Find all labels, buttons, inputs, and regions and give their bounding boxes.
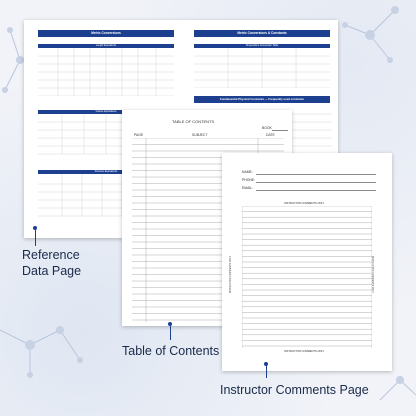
comments-footer: INSTRUCTOR COMMENTS ONLY <box>284 350 325 353</box>
physical-constants-header: Fundamental Physical Constants — Frequently used constants <box>194 96 330 103</box>
toc-date-header: DATE <box>266 133 275 137</box>
temperature-table-title: Temperature Conversion Table <box>194 44 330 48</box>
toc-book-label: BOOK <box>262 126 272 130</box>
toc-pointer-line <box>170 326 171 340</box>
phone-label: PHONE: <box>242 178 255 182</box>
instructor-caption: Instructor Comments Page <box>220 383 369 397</box>
metric-conversions-header: Metric Conversions <box>38 30 174 37</box>
volume-table-title: Volume Equivalents <box>38 110 174 114</box>
reference-caption-line1: Reference <box>22 248 80 262</box>
length-table-title: Length Equivalents <box>38 44 174 48</box>
comments-side-left: INSTRUCTOR COMMENTS ONLY <box>229 255 233 294</box>
toc-page-header: PAGE <box>134 133 144 137</box>
instructor-pointer-line <box>266 366 267 378</box>
instructor-comments-page <box>222 153 392 371</box>
reference-caption-line2: Data Page <box>22 264 82 278</box>
comments-header: INSTRUCTOR COMMENTS ONLY <box>284 202 325 205</box>
pressure-table-title: Pressure Equivalents <box>38 170 174 174</box>
metric-constants-header: Metric Conversions & Constants <box>194 30 330 37</box>
length-table <box>38 48 174 96</box>
name-label: NAME: <box>242 170 253 174</box>
toc-caption: Table of Contents <box>122 344 220 358</box>
toc-subject-header: SUBJECT <box>192 133 208 137</box>
temperature-table <box>194 48 330 88</box>
toc-title: TABLE OF CONTENTS <box>172 119 215 124</box>
reference-pointer-line <box>35 230 36 246</box>
email-label: EMAIL: <box>242 186 254 190</box>
comments-side-right: INSTRUCTOR COMMENTS ONLY <box>371 255 375 294</box>
